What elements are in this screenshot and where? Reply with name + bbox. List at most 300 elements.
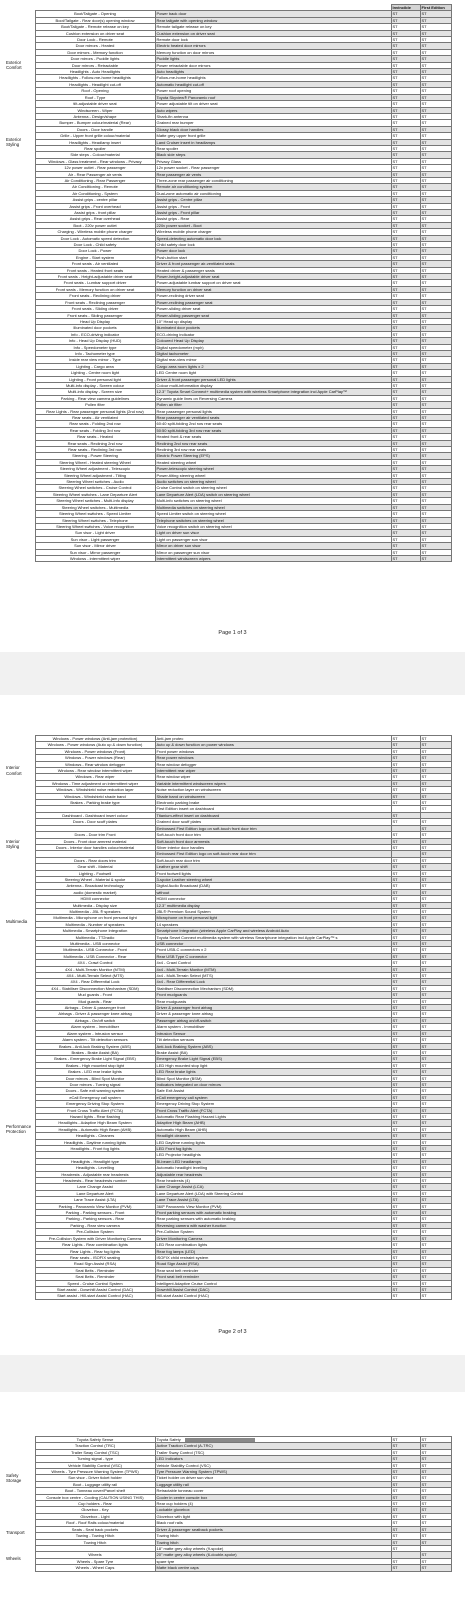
invincible-value: ST: [391, 49, 420, 55]
first-edition-value: ST: [420, 177, 451, 183]
section-label: Transport: [6, 1529, 25, 1535]
feature-description: Memory function on door mirrors: [155, 49, 391, 55]
feature-name: Brakes - Brake Assist (BA): [35, 1049, 155, 1055]
invincible-value: ST: [391, 37, 420, 43]
first-edition-value: ST: [420, 774, 451, 780]
invincible-value: ST: [391, 1190, 420, 1196]
invincible-value: ST: [391, 30, 420, 36]
first-edition-value: ST: [420, 466, 451, 472]
feature-description: Rear power windows: [155, 755, 391, 761]
feature-name: Info - ECO-driving indicator: [35, 331, 155, 337]
feature-name: Toyota Safety Sense: [35, 1437, 155, 1443]
first-edition-value: ST: [420, 883, 451, 889]
invincible-value: ST: [391, 1043, 420, 1049]
first-edition-value: ST: [420, 203, 451, 209]
feature-description: Intermittent rear wiper: [155, 768, 391, 774]
invincible-value: ST: [391, 1513, 420, 1519]
feature-description: LED Projector headlights: [155, 1152, 391, 1158]
feature-description: 220v power socket - Boot: [155, 222, 391, 228]
feature-description: Automatic High Beam (AHB): [155, 1126, 391, 1132]
invincible-value: ST: [391, 177, 420, 183]
invincible-value: ST: [391, 832, 420, 838]
page-2: [0, 695, 465, 1355]
feature-description: Titanium-effect insert on dashboard: [155, 812, 391, 818]
feature-description: Auto wipers: [155, 107, 391, 113]
invincible-value: ST: [391, 479, 420, 485]
feature-description: Power retractable door mirrors: [155, 62, 391, 68]
invincible-value: ST: [391, 101, 420, 107]
feature-description: Lane Departure Alert (LDA) with Steering Control: [155, 1190, 391, 1196]
feature-description: Coloured Head Up Display: [155, 338, 391, 344]
invincible-value: ST: [391, 17, 420, 23]
first-edition-value: ST: [420, 120, 451, 126]
first-edition-value: ST: [420, 286, 451, 292]
feature-description: Silver interior door handles: [155, 844, 391, 850]
feature-name: Headlights - Automatic High Beam (AHB): [35, 1126, 155, 1132]
feature-name: Road Sign Assist (RSA): [35, 1261, 155, 1267]
invincible-value: ST: [391, 1216, 420, 1222]
invincible-value: ST: [391, 928, 420, 934]
feature-name: 4X4 - Stabiliser Disconnection Mechanism (SDM): [35, 985, 155, 991]
invincible-value: ST: [391, 1286, 420, 1292]
feature-name: Inside rear view mirror - Type: [35, 357, 155, 363]
invincible-value: ST: [391, 1165, 420, 1171]
invincible-value: ST: [391, 819, 420, 825]
first-edition-value: ST: [420, 222, 451, 228]
feature-description: Soft-touch rear door trim: [155, 857, 391, 863]
invincible-value: ST: [391, 838, 420, 844]
feature-name: Brakes - Emergency Brake Light Signal (EBS): [35, 1056, 155, 1062]
feature-description: Soft-touch front door armrests: [155, 838, 391, 844]
invincible-value: ST: [391, 261, 420, 267]
feature-name: Headlights - Auto Headlights: [35, 69, 155, 75]
invincible-value: ST: [391, 934, 420, 940]
feature-description: Headlight cleaners: [155, 1133, 391, 1139]
feature-description: 4x4 - Multi-Terrain Monitor (MTM): [155, 966, 391, 972]
feature-name: Headlights - Headlight cut-off: [35, 81, 155, 87]
feature-description: Power-sliding driver seat: [155, 306, 391, 312]
feature-name: Start assist - Downhill Assist Control (DAC): [35, 1286, 155, 1292]
feature-name: Brakes - LED rear brake lights: [35, 1069, 155, 1075]
first-edition-value: ST: [420, 1286, 451, 1292]
invincible-value: ST: [391, 126, 420, 132]
first-edition-value: ST: [420, 864, 451, 870]
section-label: Interior Styling: [6, 839, 20, 850]
invincible-value: ST: [391, 235, 420, 241]
invincible-value: ST: [391, 254, 420, 260]
feature-description: Mirror on driver sun visor: [155, 543, 391, 549]
feature-name: Info - Tachometer type: [35, 350, 155, 356]
first-edition-value: ST: [420, 1081, 451, 1087]
feature-description: Driver & front passenger personal LED lights: [155, 376, 391, 382]
feature-name: Wheels - Tyre Pressure Warning System (TPWS): [35, 1469, 155, 1475]
invincible-value: ST: [391, 768, 420, 774]
invincible-value: ST: [391, 1494, 420, 1500]
invincible-value: ST: [391, 1274, 420, 1280]
invincible-value: ST: [391, 267, 420, 273]
invincible-value: ST: [391, 69, 420, 75]
invincible-value: ST: [391, 517, 420, 523]
feature-description: Intelligent Adaptive Cruise Control: [155, 1280, 391, 1286]
feature-name: Front seats - Heated front seats: [35, 267, 155, 273]
feature-description: Reclining 2nd row rear seats: [155, 440, 391, 446]
first-edition-value: ST: [420, 312, 451, 318]
feature-name: Windows - intermittent wiper: [35, 555, 155, 561]
invincible-value: ST: [391, 222, 420, 228]
first-edition-value: ST: [420, 491, 451, 497]
invincible-value: ST: [391, 11, 420, 17]
invincible-value: ST: [391, 395, 420, 401]
feature-description: Automatic headlight levelling: [155, 1165, 391, 1171]
feature-description: ECO-driving indicator: [155, 331, 391, 337]
first-edition-value: ST: [420, 947, 451, 953]
page-number: Page 1 of 3: [218, 630, 247, 636]
feature-name: Headlights - Headlight type: [35, 1158, 155, 1164]
feature-name: Sun visor - Light passenger: [35, 536, 155, 542]
feature-name: Front Cross Traffic Alert (FCTA): [35, 1107, 155, 1113]
feature-name: Rear Lights - Rear combination lights: [35, 1242, 155, 1248]
invincible-value: ST: [391, 210, 420, 216]
feature-name: Parking - Panoramic View Monitor (PVM): [35, 1203, 155, 1209]
table-row: [5, 1565, 451, 1571]
first-edition-value: ST: [420, 896, 451, 902]
first-edition-value: ST: [420, 56, 451, 62]
invincible-value: ST: [391, 363, 420, 369]
feature-name: Console box centre - Cooling (CAUTION USING THIS): [35, 1494, 155, 1500]
table-row: [5, 389, 451, 395]
feature-name: Roof - Roof Rails colour/material: [35, 1520, 155, 1526]
feature-description: Mirror on passenger sun visor: [155, 549, 391, 555]
first-edition-value: ST: [420, 1005, 451, 1011]
feature-description: Colour multi-information display: [155, 382, 391, 388]
feature-name: Steering Wheel switches - Telephone: [35, 517, 155, 523]
feature-name: Bumper - Bumper colour/material (Rear): [35, 120, 155, 126]
first-edition-value: ST: [420, 318, 451, 324]
first-edition-value: ST: [420, 382, 451, 388]
first-edition-value: ST: [420, 133, 451, 139]
first-edition-value: ST: [420, 1456, 451, 1462]
invincible-value: ST: [391, 466, 420, 472]
feature-description: Land Cruiser insert in headlamps: [155, 139, 391, 145]
first-edition-value: ST: [420, 800, 451, 806]
first-edition-value: ST: [420, 755, 451, 761]
feature-description: Power-height-adjustable driver seat: [155, 274, 391, 280]
feature-description: Front Cross Traffic Alert (FCTA): [155, 1107, 391, 1113]
feature-name: Headlights - Cleaners: [35, 1133, 155, 1139]
invincible-value: ST: [391, 774, 420, 780]
feature-description: without: [155, 889, 391, 895]
invincible-value: ST: [391, 549, 420, 555]
invincible-value: ST: [391, 1178, 420, 1184]
feature-name: Air Conditioning - Rear Passenger: [35, 177, 155, 183]
feature-description: Illuminated door pockets: [155, 325, 391, 331]
first-edition-value: ST: [420, 1267, 451, 1273]
first-edition-value: ST: [420, 325, 451, 331]
first-edition-value: ST: [420, 30, 451, 36]
first-edition-value: ST: [420, 517, 451, 523]
feature-name: Dashboard - Dashboard insert colour: [35, 812, 155, 818]
feature-description: Privacy Glass: [155, 158, 391, 164]
feature-name: Doors - Door handle: [35, 126, 155, 132]
feature-name: Door mirrors - Memory function: [35, 49, 155, 55]
feature-name: Traction Control (TRC): [35, 1443, 155, 1449]
invincible-value: ST: [391, 1081, 420, 1087]
feature-name: Steering Wheel adjustment - Telescopic: [35, 466, 155, 472]
feature-name: Headlights - Levelling: [35, 1165, 155, 1171]
feature-description: Towing hitch: [155, 1539, 391, 1545]
invincible-value: ST: [391, 472, 420, 478]
feature-name: Parking - Rear view camera guidelines: [35, 395, 155, 401]
first-edition-value: ST: [420, 1235, 451, 1241]
feature-name: Windows - Glass treatment - Rear windows - Privacy: [35, 158, 155, 164]
invincible-value: ST: [391, 216, 420, 222]
first-edition-value: ST: [420, 408, 451, 414]
feature-description: Remote door lock: [155, 37, 391, 43]
invincible-value: ST: [391, 62, 420, 68]
feature-name: Rear seats - Air ventilated: [35, 415, 155, 421]
feature-name: Speed - Cruise Control System: [35, 1280, 155, 1286]
header-first-edition: First Edition: [420, 5, 451, 11]
feature-description: Anti-jam protec: [155, 736, 391, 742]
first-edition-value: ST: [420, 1069, 451, 1075]
first-edition-value: ST: [420, 498, 451, 504]
feature-name: Door mirrors - Retractable: [35, 62, 155, 68]
invincible-value: ST: [391, 165, 420, 171]
invincible-value: ST: [391, 1197, 420, 1203]
first-edition-value: ST: [420, 344, 451, 350]
feature-description: Voice recognition switch on steering wheel: [155, 523, 391, 529]
feature-description: 12v power socket - Rear passenger: [155, 165, 391, 171]
feature-description: Assist grips - Front pillar: [155, 210, 391, 216]
feature-description: Rear window defogger: [155, 761, 391, 767]
first-edition-value: ST: [420, 274, 451, 280]
first-edition-value: ST: [420, 338, 451, 344]
feature-name: Boot/Tailgate - Rear door(s) opening window: [35, 17, 155, 23]
feature-description: Rear passenger personal lights: [155, 408, 391, 414]
feature-description: Toyota Skyview® Panoramic roof: [155, 94, 391, 100]
invincible-value: ST: [391, 158, 420, 164]
invincible-value: ST: [391, 1229, 420, 1235]
feature-description: Digital tachometer: [155, 350, 391, 356]
feature-description: Microphone on front personal light: [155, 915, 391, 921]
first-edition-value: ST: [420, 421, 451, 427]
first-edition-value: ST: [420, 43, 451, 49]
invincible-value: ST: [391, 293, 420, 299]
feature-description: Assist grips - Centre pillar: [155, 197, 391, 203]
invincible-value: ST: [391, 197, 420, 203]
feature-name: Airbags - On/off switch: [35, 1017, 155, 1023]
feature-name: eCall Emergency call system: [35, 1094, 155, 1100]
feature-description: Power-adjustable lumbar support on driver seat: [155, 280, 391, 286]
invincible-value: ST: [391, 857, 420, 863]
invincible-value: ST: [391, 229, 420, 235]
invincible-value: ST: [391, 1437, 420, 1443]
first-edition-value: ST: [420, 459, 451, 465]
feature-description: Emergency Driving Stop System: [155, 1101, 391, 1107]
feature-description: Trailer Sway Control (TSC): [155, 1449, 391, 1455]
feature-description: Intrusion Sensor: [155, 1030, 391, 1036]
table-row: [5, 1293, 451, 1299]
first-edition-value: ST: [420, 81, 451, 87]
invincible-value: ST: [391, 748, 420, 754]
feature-description: Tilt detection sensors: [155, 1037, 391, 1043]
feature-description: Puddle lights: [155, 56, 391, 62]
feature-name: Front seats - Height-adjustable driver seat: [35, 274, 155, 280]
feature-name: Door mirrors - Heated: [35, 43, 155, 49]
first-edition-value: ST: [420, 363, 451, 369]
feature-name: Emergency Driving Stop System: [35, 1101, 155, 1107]
invincible-value: ST: [391, 1280, 420, 1286]
first-edition-value: ST: [420, 806, 451, 812]
first-edition-value: ST: [420, 1539, 451, 1545]
feature-description: Alarm system - Immobiliser: [155, 1024, 391, 1030]
first-edition-value: ST: [420, 985, 451, 991]
feature-name: HDMI connector: [35, 896, 155, 902]
feature-description: Indicators integrated on door mirrors: [155, 1081, 391, 1087]
first-edition-value: ST: [420, 793, 451, 799]
first-edition-value: ST: [420, 427, 451, 433]
first-edition-value: ST: [420, 979, 451, 985]
first-edition-value: ST: [420, 376, 451, 382]
invincible-value: ST: [391, 1017, 420, 1023]
first-edition-value: ST: [420, 1043, 451, 1049]
invincible-value: ST: [391, 402, 420, 408]
feature-description: LED Front fog lights: [155, 1146, 391, 1152]
feature-name: Windscreen - Wiper: [35, 107, 155, 113]
invincible-value: ST: [391, 1235, 420, 1241]
first-edition-value: ST: [420, 158, 451, 164]
first-edition-value: ST: [420, 402, 451, 408]
first-edition-value: ST: [420, 1165, 451, 1171]
first-edition-value: ST: [420, 1475, 451, 1481]
feature-name: Alarm system - Tilt detection sensors: [35, 1037, 155, 1043]
feature-name: Door Lock - Remote: [35, 37, 155, 43]
feature-description: Cooler in centre console box: [155, 1494, 391, 1500]
feature-description: Front USB-C connectors x 2: [155, 947, 391, 953]
feature-description: Noise reduction layer on windscreen: [155, 787, 391, 793]
feature-name: Multi-info display - Screen colour: [35, 382, 155, 388]
invincible-value: ST: [391, 440, 420, 446]
first-edition-value: ST: [420, 825, 451, 831]
feature-name: Boot/Tailgate - Opening: [35, 11, 155, 17]
first-edition-value: ST: [420, 1037, 451, 1043]
invincible-value: ST: [391, 902, 420, 908]
feature-name: Wheels - Spare Tyre: [35, 1558, 155, 1564]
feature-name: Door mirrors - Blind Spot Monitor: [35, 1075, 155, 1081]
first-edition-value: ST: [420, 787, 451, 793]
feature-description: Rear passenger air ventilated seats: [155, 415, 391, 421]
feature-description: LED Indicators: [155, 1456, 391, 1462]
invincible-value: ST: [391, 1062, 420, 1068]
feature-description: First Edition insert on dashboard: [155, 806, 391, 812]
invincible-value: ST: [391, 1120, 420, 1126]
feature-description: Rear fog lamps (LED): [155, 1248, 391, 1254]
first-edition-value: ST: [420, 113, 451, 119]
feature-name: Lighting - Footwell: [35, 870, 155, 876]
feature-description: Anti-lock Braking System (ABS): [155, 1043, 391, 1049]
invincible-value: ST: [391, 459, 420, 465]
section-label: Performance Protection: [6, 1124, 32, 1135]
feature-name: Windows - Power windows (Rear): [35, 755, 155, 761]
invincible-value: ST: [391, 889, 420, 895]
feature-description: 4x4 - Crawl Control: [155, 960, 391, 966]
feature-name: 4X4 - Multi-Terrain Select (MTS): [35, 973, 155, 979]
feature-description: Power-sliding passenger seat: [155, 312, 391, 318]
first-edition-value: ST: [420, 1197, 451, 1203]
invincible-value: ST: [391, 274, 420, 280]
invincible-value: ST: [391, 985, 420, 991]
feature-name: Windows - Power windows (Front): [35, 748, 155, 754]
first-edition-value: ST: [420, 1171, 451, 1177]
feature-name: Rear seats - ISOFIX seating: [35, 1254, 155, 1260]
first-edition-value: ST: [420, 838, 451, 844]
first-edition-value: ST: [420, 1254, 451, 1260]
first-edition-value: ST: [420, 748, 451, 754]
invincible-value: ST: [391, 350, 420, 356]
page-gap: [0, 1355, 465, 1392]
feature-description: Power door lock: [155, 248, 391, 254]
invincible-value: ST: [391, 120, 420, 126]
feature-description: Assist grips - Rear: [155, 216, 391, 222]
feature-description: 20" matte grey alloy wheels (6-double-spoke): [155, 1552, 391, 1558]
first-edition-value: ST: [420, 62, 451, 68]
feature-description: Front parking sensors with automatic braking: [155, 1210, 391, 1216]
feature-name: Turning signal - type: [35, 1456, 155, 1462]
feature-name: Brakes - Anti-lock Braking System (ABS): [35, 1043, 155, 1049]
invincible-value: ST: [391, 81, 420, 87]
feature-description: 60:40 split-folding 2nd row rear seats: [155, 421, 391, 427]
feature-name: Alarm system - Immobiliser: [35, 1024, 155, 1030]
invincible-value: ST: [391, 1146, 420, 1152]
feature-name: Brakes - High mounted stop light: [35, 1062, 155, 1068]
invincible-value: ST: [391, 408, 420, 414]
feature-name: Front seats - Air ventilated: [35, 261, 155, 267]
feature-description: Rear USB Type C connector: [155, 953, 391, 959]
first-edition-value: ST: [420, 184, 451, 190]
feature-description: Retractable tonneau cover: [155, 1488, 391, 1494]
first-edition-value: ST: [420, 1088, 451, 1094]
feature-description: Driver & passenger seatback pockets: [155, 1526, 391, 1532]
feature-description: Glovebox with light: [155, 1513, 391, 1519]
invincible-value: ST: [391, 389, 420, 395]
first-edition-value: ST: [420, 768, 451, 774]
first-edition-value: ST: [420, 1190, 451, 1196]
feature-description: Rear passenger air vents: [155, 171, 391, 177]
feature-description: Grained door scuff plates: [155, 819, 391, 825]
first-edition-value: ST: [420, 1113, 451, 1119]
first-edition-value: ST: [420, 1139, 451, 1145]
first-edition-value: ST: [420, 857, 451, 863]
feature-name: Seat Belts - Reminder: [35, 1274, 155, 1280]
feature-description: Power adjustable tilt on driver seat: [155, 101, 391, 107]
feature-name: Mud guards - Front: [35, 992, 155, 998]
invincible-value: ST: [391, 915, 420, 921]
section-label: [5, 165, 35, 562]
first-edition-value: ST: [420, 1203, 451, 1209]
feature-name: Windows - Windshield shade band: [35, 793, 155, 799]
feature-description: Rear window wiper: [155, 774, 391, 780]
feature-description: Telephone switches on steering wheel: [155, 517, 391, 523]
first-edition-value: ST: [420, 1126, 451, 1132]
first-edition-value: ST: [420, 1210, 451, 1216]
first-edition-value: ST: [420, 1501, 451, 1507]
feature-description: Power-tilting steering wheel: [155, 472, 391, 478]
feature-name: Seats - Seat back pockets: [35, 1526, 155, 1532]
invincible-value: ST: [391, 1133, 420, 1139]
feature-name: Steering Wheel switches - Cruise Control: [35, 485, 155, 491]
feature-description: Hill-start Assist Control (HAC): [155, 1293, 391, 1299]
invincible-value: ST: [391, 1049, 420, 1055]
